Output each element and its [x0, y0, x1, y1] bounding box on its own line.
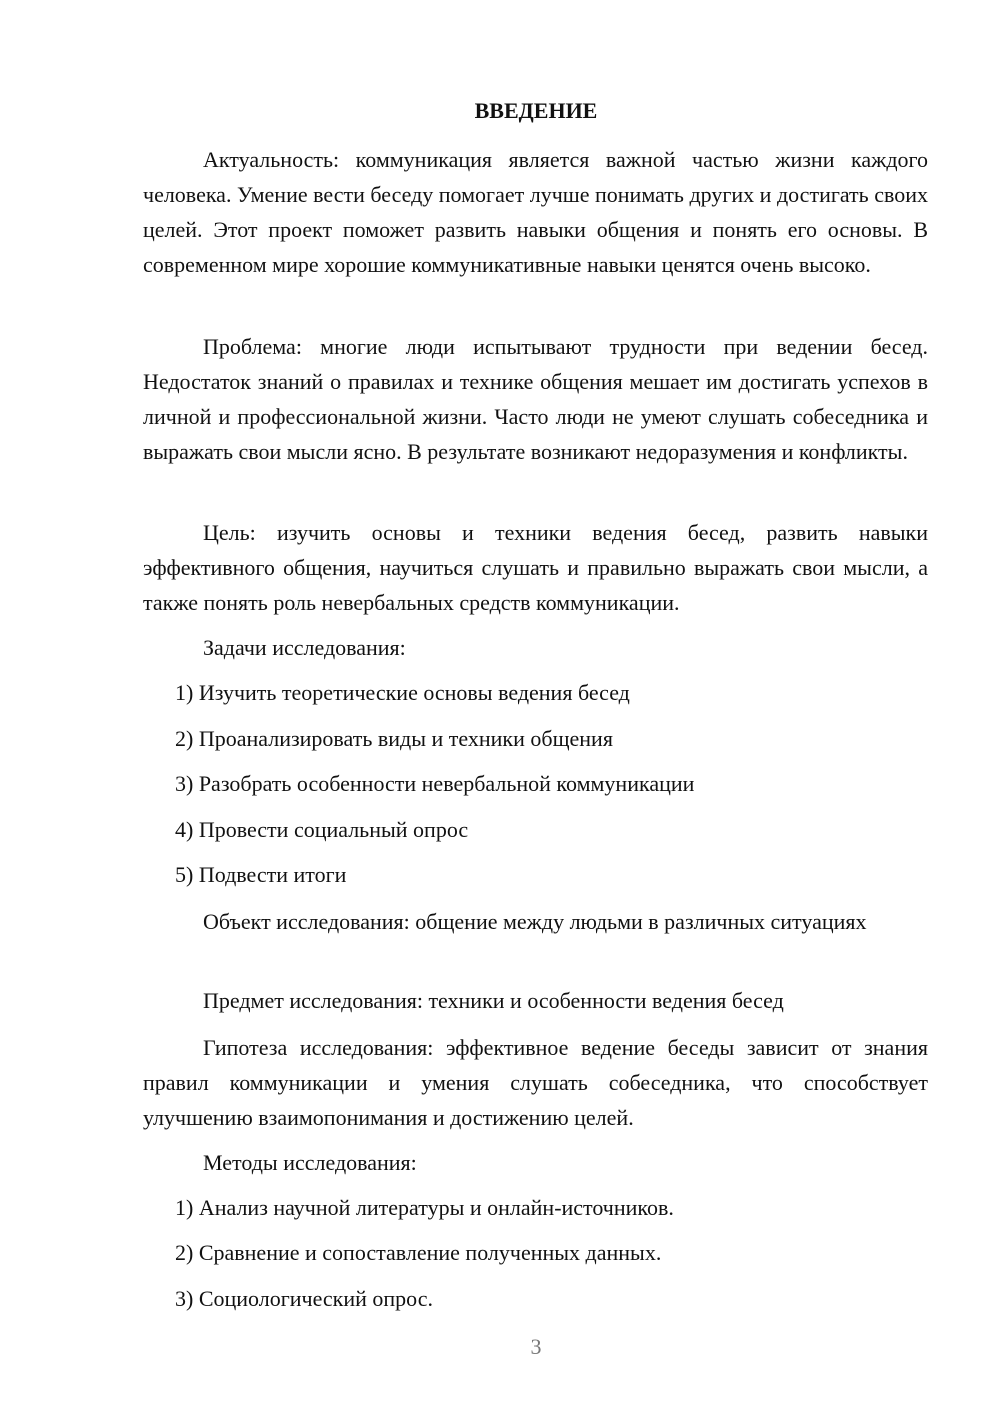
- paragraph-hypothesis: Гипотеза исследования: эффективное ведение беседы зависит от знания правил коммуникации и умения слушать собеседника, что способствует улучшению взаимопонимания и достижению целей.: [143, 1035, 928, 1130]
- tasks-heading: Задачи исследования:: [203, 635, 406, 660]
- paragraph-goal: Цель: изучить основы и техники ведения бесед, развить навыки эффективного общения, научиться слушать и правильно выражать свои мысли, а также понять роль невербальных средств коммуникации.: [143, 520, 928, 615]
- method-item: 3) Социологический опрос.: [175, 1286, 433, 1311]
- task-item: 5) Подвести итоги: [175, 862, 347, 887]
- task-item: 3) Разобрать особенности невербальной коммуникации: [175, 771, 695, 796]
- paragraph-object: Объект исследования: общение между людьми в различных ситуациях: [203, 909, 867, 934]
- task-item: 1) Изучить теоретические основы ведения бесед: [175, 680, 630, 705]
- paragraph-problem: Проблема: многие люди испытывают трудности при ведении бесед. Недостаток знаний о правилах и технике общения мешает им достигать успехов в личной и профессиональной жизни. Часто люди не умеют слушать собеседника и выражать свои мысли ясно. В результате возникают недоразумения и конфликты.: [143, 334, 928, 464]
- methods-heading: Методы исследования:: [203, 1150, 417, 1175]
- method-item: 2) Сравнение и сопоставление полученных данных.: [175, 1240, 662, 1265]
- paragraph-relevance: Актуальность: коммуникация является важной частью жизни каждого человека. Умение вести беседу помогает лучше понимать других и достигать своих целей. Этот проект поможет развить навыки общения и понять его основы. В современном мире хорошие коммуникативные навыки ценятся очень высоко.: [143, 147, 928, 277]
- page-title: ВВЕДЕНИЕ: [474, 98, 598, 123]
- task-item: 4) Провести социальный опрос: [175, 817, 469, 842]
- task-item: 2) Проанализировать виды и техники общения: [175, 726, 613, 751]
- method-item: 1) Анализ научной литературы и онлайн-источников.: [175, 1195, 674, 1220]
- page-number: 3: [530, 1334, 542, 1359]
- paragraph-subject: Предмет исследования: техники и особенности ведения бесед: [203, 988, 784, 1013]
